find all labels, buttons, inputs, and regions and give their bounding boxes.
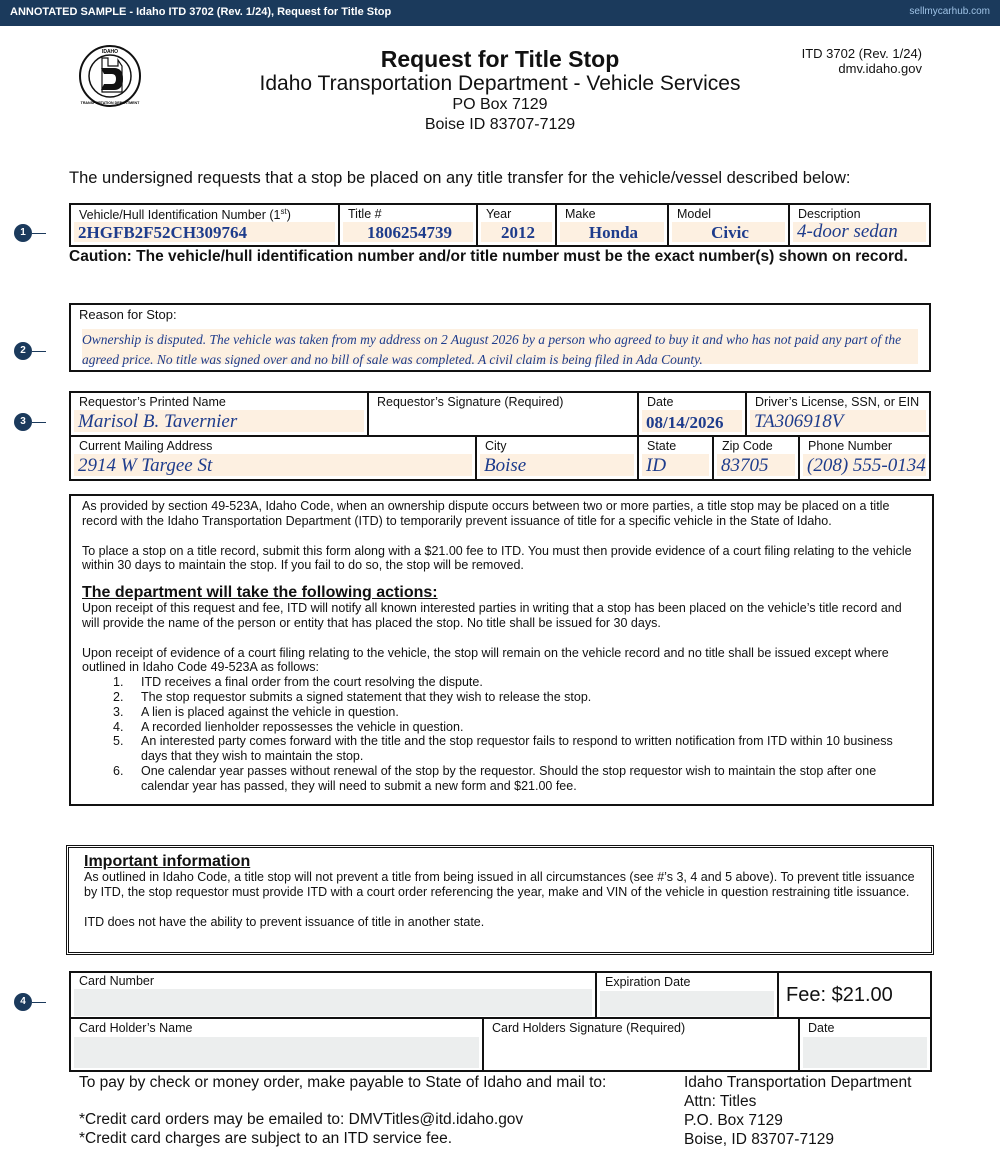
title-number-value: 1806254739 xyxy=(367,223,452,242)
list-item: 6. One calendar year passes without renewal of the stop by the requestor. Should the stop requestor wish to maintain the stop after one calendar year has passed, they will need to submit a new form and $21.00 fee. xyxy=(113,763,877,793)
vin-value: 2HGFB2F52CH309764 xyxy=(78,223,248,242)
year-field[interactable] xyxy=(478,205,555,245)
card-holder-name-field[interactable] xyxy=(71,1019,482,1070)
agency-city: Boise ID 83707-7129 xyxy=(424,116,576,133)
reason-label: Reason for Stop: xyxy=(79,307,177,322)
information-section xyxy=(69,494,934,806)
check-instructions: To pay by check or money order, make payable to State of Idaho and mail to: xyxy=(79,1074,607,1091)
info-paragraph-2: To place a stop on a title record, submit this form along with a $21.00 fee to ITD. You must then provide evidence of a court filing relating to the vehicle within 30 days to maintain the stop. If you fail to do so, the stop will be removed. xyxy=(82,543,912,573)
requestor-signature-field[interactable] xyxy=(369,393,637,435)
payment-date-field[interactable] xyxy=(800,1019,930,1070)
city-label: City xyxy=(485,439,507,453)
model-label: Model xyxy=(677,207,712,221)
vin-label: Vehicle/Hull Identification Number (1st) xyxy=(79,207,291,223)
info-paragraph-3: Upon receipt of this request and fee, ITD will notify all known interested parties in writing that a stop has been placed on the vehicle’s title record and will provide the name of the person or entity that has placed the stop. No title shall be issued for 30 days. xyxy=(82,600,902,630)
annotation-marker-3: 3 xyxy=(14,413,32,431)
website-link[interactable]: dmv.idaho.gov xyxy=(838,61,922,76)
title-number-label: Title # xyxy=(348,207,382,221)
form-number: ITD 3702 (Rev. 1/24) xyxy=(801,46,922,61)
card-number-label: Card Number xyxy=(79,974,155,988)
mail-city: Boise, ID 83707-7129 xyxy=(684,1131,834,1148)
annotation-marker-4: 4 xyxy=(14,993,32,1011)
annotation-banner xyxy=(0,0,1000,26)
caution-note: Caution: The vehicle/hull identification number and/or title number must be the exact number(s) shown on record. xyxy=(69,248,908,265)
mailing-address-block xyxy=(684,1073,911,1149)
card-number-field[interactable] xyxy=(71,973,595,1017)
important-heading: Important information xyxy=(84,853,251,870)
banner-site-link[interactable]: sellmycarhub.com xyxy=(909,6,990,17)
mailing-address-field[interactable] xyxy=(71,437,475,479)
requestor-section xyxy=(69,391,931,481)
card-holder-signature-field[interactable] xyxy=(484,1019,798,1070)
title-number-field[interactable] xyxy=(340,205,476,245)
zip-code-field[interactable] xyxy=(714,437,798,479)
vin-field[interactable] xyxy=(71,205,338,245)
drivers-license-value: TA306918V xyxy=(754,411,844,432)
request-date-field[interactable] xyxy=(639,393,745,435)
annotation-marker-line xyxy=(32,422,46,423)
list-item: 5. An interested party comes forward with the title and the stop requestor fails to respond to written notification from ITD within 10 business days that they wish to maintain the stop. xyxy=(113,734,893,764)
requestor-signature-label: Requestor’s Signature (Required) xyxy=(377,395,564,409)
important-paragraph-1: As outlined in Idaho Code, a title stop will not prevent a title from being issued in all circumstances (see #’s 3, 4 and 5 above). To prevent title issuance by ITD, the stop requestor must provide ITD with a court order referencing the year, make and VIN of the vehicle in question restraining title issuance. xyxy=(84,870,915,899)
annotation-marker-line xyxy=(32,233,46,234)
actions-heading: The department will take the following actions: xyxy=(82,584,438,602)
expiration-date-field[interactable] xyxy=(597,973,777,1017)
annotation-marker-1: 1 xyxy=(14,224,32,242)
year-value: 2012 xyxy=(501,223,535,242)
list-item: 4. A recorded lienholder repossesses the vehicle in question. xyxy=(113,719,464,734)
intro-statement: The undersigned requests that a stop be placed on any title transfer for the vehicle/vessel described below: xyxy=(69,169,851,187)
drivers-license-field[interactable] xyxy=(747,393,929,435)
year-label: Year xyxy=(486,207,512,221)
agency-po-box: PO Box 7129 xyxy=(452,96,548,113)
city-field[interactable] xyxy=(477,437,637,479)
mailing-address-label: Current Mailing Address xyxy=(79,439,213,453)
mail-po-box: P.O. Box 7129 xyxy=(684,1112,783,1129)
list-item: 1. ITD receives a final order from the court resolving the dispute. xyxy=(113,675,483,690)
model-value: Civic xyxy=(711,223,749,242)
state-label: State xyxy=(647,439,677,453)
important-info-section xyxy=(66,845,934,955)
email-instructions: *Credit card orders may be emailed to: DMVTitles@itd.idaho.gov xyxy=(79,1111,524,1128)
svg-text:IDAHO: IDAHO xyxy=(101,49,119,55)
make-label: Make xyxy=(565,207,596,221)
svg-text:TRANSPORTATION DEPARTMENT: TRANSPORTATION DEPARTMENT xyxy=(80,101,140,105)
fee-amount: Fee: $21.00 xyxy=(786,984,893,1006)
form-number-block xyxy=(802,46,922,76)
mail-agency: Idaho Transportation Department xyxy=(684,1074,912,1091)
agency-name: Idaho Transportation Department - Vehicle Services xyxy=(259,72,741,95)
model-field[interactable] xyxy=(669,205,788,245)
request-date-value: 08/14/2026 xyxy=(646,413,724,432)
drivers-license-label: Driver’s License, SSN, or EIN xyxy=(755,395,920,409)
service-fee-note: *Credit card charges are subject to an ITD service fee. xyxy=(79,1130,453,1147)
reason-value: Ownership is disputed. The vehicle was taken from my address on 2 August 2026 by a person who agreed to buy it and who has not paid any part of the agreed price. No title was signed over and no bill of sale was completed. A civil claim is being filed in Ada County. xyxy=(82,329,918,364)
expiration-date-label: Expiration Date xyxy=(605,975,691,989)
description-field[interactable] xyxy=(790,205,929,245)
payment-date-label: Date xyxy=(808,1021,835,1035)
make-field[interactable] xyxy=(557,205,667,245)
important-paragraph-2: ITD does not have the ability to prevent issuance of title in another state. xyxy=(84,914,485,929)
reason-section[interactable] xyxy=(69,303,931,372)
card-holder-signature-label: Card Holders Signature (Required) xyxy=(492,1021,686,1035)
annotation-marker-2: 2 xyxy=(14,342,32,360)
description-label: Description xyxy=(798,207,861,221)
release-conditions-list xyxy=(82,675,921,793)
request-date-label: Date xyxy=(647,395,674,409)
card-holder-name-label: Card Holder’s Name xyxy=(79,1021,193,1035)
annotation-marker-line xyxy=(32,351,46,352)
mailing-address-value: 2914 W Targee St xyxy=(78,455,213,476)
vehicle-section xyxy=(69,203,931,247)
phone-number-label: Phone Number xyxy=(808,439,893,453)
banner-title: ANNOTATED SAMPLE - Idaho ITD 3702 (Rev. 1/24), Request for Title Stop xyxy=(10,6,392,18)
info-paragraph-1: As provided by section 49-523A, Idaho Code, when an ownership dispute occurs between two or more parties, a title stop may be placed on a title record with the Idaho Transportation Department (ITD) to temporarily prevent issuance of title for a specific vehicle in the State of Idaho. xyxy=(82,499,890,528)
info-paragraph-4: Upon receipt of evidence of a court filing relating to the vehicle, the stop will remain on the vehicle record and no title shall be issued except where outlined in Idaho Code 49-523A as follows: xyxy=(82,645,889,675)
list-item: 3. A lien is placed against the vehicle in question. xyxy=(113,704,399,719)
description-value: 4-door sedan xyxy=(797,221,898,242)
requestor-name-label: Requestor’s Printed Name xyxy=(79,395,226,409)
requestor-name-field[interactable] xyxy=(71,393,367,435)
make-value: Honda xyxy=(588,223,639,242)
payment-instructions xyxy=(79,1073,606,1148)
list-item: 2. The stop requestor submits a signed statement that they wish to release the stop. xyxy=(113,689,592,704)
mail-attn: Attn: Titles xyxy=(684,1093,757,1110)
annotation-marker-line xyxy=(32,1002,46,1003)
phone-number-field[interactable] xyxy=(800,437,929,479)
zip-code-label: Zip Code xyxy=(722,439,773,453)
phone-number-value: (208) 555-0134 xyxy=(807,455,926,476)
city-value: Boise xyxy=(484,455,527,476)
state-field[interactable] xyxy=(639,437,712,479)
fee-box xyxy=(779,973,930,1017)
payment-section xyxy=(69,971,932,1072)
form-title: Request for Title Stop xyxy=(380,46,620,72)
state-value: ID xyxy=(646,455,667,476)
zip-code-value: 83705 xyxy=(721,455,769,476)
requestor-name-value: Marisol B. Tavernier xyxy=(78,411,238,432)
